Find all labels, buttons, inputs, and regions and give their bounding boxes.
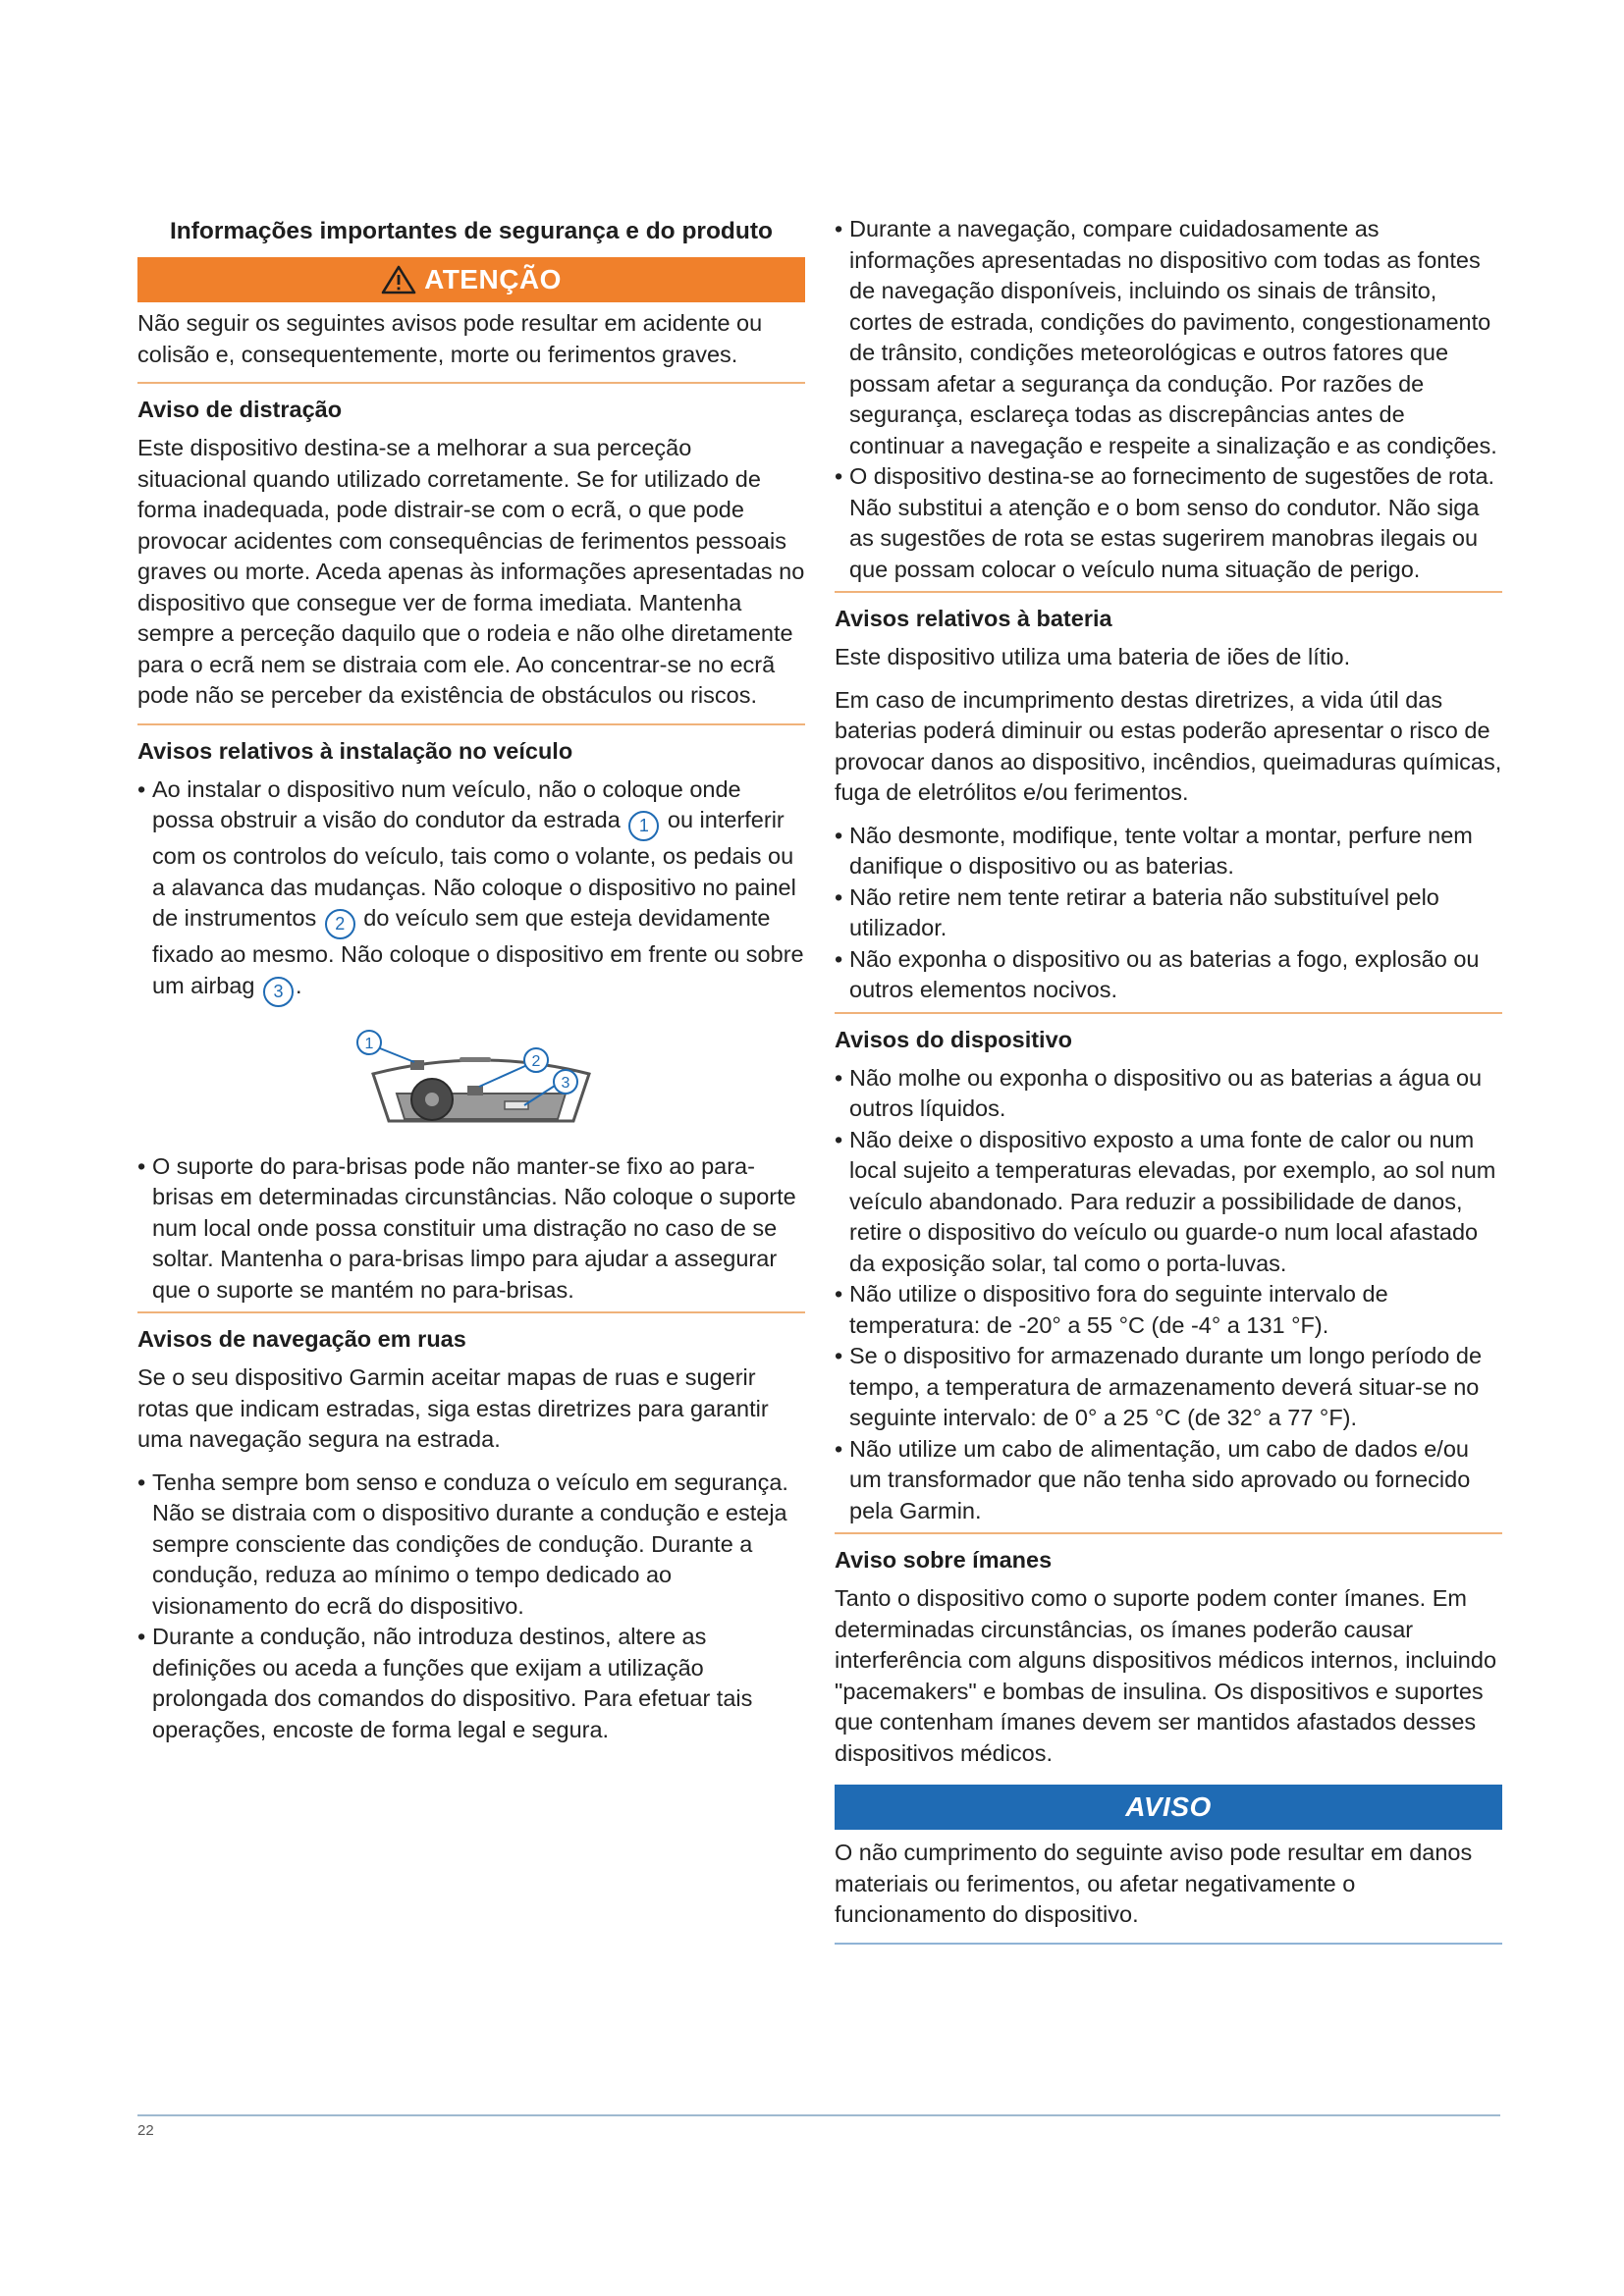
distraction-heading: Aviso de distração (137, 397, 343, 422)
road-nav-heading: Avisos de navegação em ruas (137, 1326, 466, 1352)
installation-item-text: ou interferir com os controlos do veículo, tais como o volante, os pedais ou a alavanca das mudanças. Não coloque o dispositivo no painel de instrumentos (152, 807, 796, 931)
notice-banner (835, 1785, 1502, 1830)
left-column (137, 214, 805, 1751)
warning-banner-label: ATENÇÃO (424, 264, 562, 294)
installation-list-continued (137, 1151, 805, 1307)
installation-item-text: do veículo sem que esteja devidamente fixado ao mesmo. Não coloque o dispositivo em frente ou sobre um airbag (152, 905, 804, 998)
warning-banner (137, 257, 805, 302)
installation-item-text: . (296, 972, 302, 998)
page-number: 22 (137, 2122, 154, 2139)
installation-item: • O suporte do para-brisas pode não manter-se fixo ao para-brisas em determinadas circunstâncias. Não coloque o suporte num local onde possa constituir uma distração no caso de se soltar. Mantenha o para-brisas limpo para ajudar a assegurar que o suporte se mantém no para-brisas. (137, 1151, 805, 1307)
illustration-callout-1-label: 1 (364, 1035, 374, 1052)
device-item: • Não utilize o dispositivo fora do seguinte intervalo de temperatura: de -20° a 55 °C (de -4° a 131 °F). (835, 1279, 1502, 1341)
battery-list (835, 821, 1502, 1006)
battery-item: • Não retire nem tente retirar a bateria não substituível pelo utilizador. (835, 882, 1502, 944)
device-heading: Avisos do dispositivo (835, 1026, 1072, 1052)
illustration-callout-2 (524, 1048, 548, 1072)
device-item: • Não molhe ou exponha o dispositivo ou as baterias a água ou outros líquidos. (835, 1063, 1502, 1125)
warning-triangle-icon (381, 265, 416, 294)
magnets-heading: Aviso sobre ímanes (835, 1547, 1053, 1573)
distraction-body: Este dispositivo destina-se a melhorar a sua perceção situacional quando utilizado corretamente. Se for utilizado de forma inadequada, pode distrair-se com o ecrã, o que pode provocar acidentes com consequências de ferimentos pessoais graves ou morte. Aceda apenas às informações apresentadas no dispositivo que consegue ver de forma imediata. Mantenha sempre a perceção daquilo que o rodeia e não olhe diretamente para o ecrã nem se distraia com ele. Ao concentrar-se no ecrã pode não se perceber da existência de obstáculos ou riscos. (137, 435, 805, 708)
battery-heading: Avisos relativos à bateria (835, 606, 1112, 631)
callout-3: 3 (263, 977, 294, 1007)
device-item: • Não deixe o dispositivo exposto a uma fonte de calor ou num local sujeito a temperaturas elevadas, por exemplo, ao sol num veículo abandonado. Para reduzir a possibilidade de danos, retire o dispositivo do veículo ou guarde-o num local afastado da exposição solar, tal como o porta-luvas. (835, 1125, 1502, 1280)
warning-intro: Não seguir os seguintes avisos pode resultar em acidente ou colisão e, consequentemente, morte ou ferimentos graves. (137, 310, 763, 367)
battery-item: • Não exponha o dispositivo ou as baterias a fogo, explosão ou outros elementos nocivos. (835, 944, 1502, 1006)
battery-item: • Não desmonte, modifique, tente voltar a montar, perfure nem danifique o dispositivo ou as baterias. (835, 821, 1502, 882)
road-nav-list-continued (835, 214, 1502, 585)
illustration-callout-1 (357, 1031, 381, 1054)
installation-item-text: Ao instalar o dispositivo num veículo, não o coloque onde possa obstruir a visão do condutor da estrada (152, 775, 741, 832)
section-divider (137, 1311, 805, 1313)
device-list (835, 1063, 1502, 1527)
section-divider (835, 1012, 1502, 1014)
page-title: Informações importantes de segurança e do produto (170, 218, 773, 244)
section-divider (137, 382, 805, 384)
dashboard-illustration (353, 1025, 609, 1133)
device-item: • Se o dispositivo for armazenado durante um longo período de tempo, a temperatura de armazenamento deverá situar-se no seguinte intervalo: de 0° a 25 °C (de 32° a 77 °F). (835, 1341, 1502, 1434)
battery-p2: Em caso de incumprimento destas diretrizes, a vida útil das baterias poderá diminuir ou estas poderão apresentar o risco de provocar danos ao dispositivo, incêndios, queimaduras químicas, fuga de eletrólitos e/ou ferimentos. (835, 686, 1502, 805)
illustration-callout-3-label: 3 (561, 1074, 570, 1092)
notice-banner-label: AVISO (1125, 1791, 1212, 1822)
callout-1: 1 (628, 811, 659, 841)
section-divider (835, 1532, 1502, 1534)
section-divider (137, 723, 805, 725)
battery-p1: Este dispositivo utiliza uma bateria de iões de lítio. (835, 644, 1351, 669)
road-nav-list (137, 1468, 805, 1746)
road-nav-item: • O dispositivo destina-se ao fornecimento de sugestões de rota. Não substitui a atenção e o bom senso do condutor. Não siga as sugestões de rota se estas sugerirem manobras ilegais ou que possam colocar o veículo numa situação de perigo. (835, 461, 1502, 585)
illustration-callout-2-label: 2 (531, 1052, 541, 1070)
footer-divider (137, 2114, 1500, 2116)
magnets-body: Tanto o dispositivo como o suporte podem conter ímanes. Em determinadas circunstâncias, os ímanes poderão causar interferência com alguns dispositivos médicos internos, incluindo "pacemakers" e bombas de insulina. Os dispositivos e suportes que contenham ímanes devem ser mantidos afastados desses dispositivos médicos. (835, 1585, 1497, 1766)
installation-item (137, 774, 805, 1007)
road-nav-item: • Durante a navegação, compare cuidadosamente as informações apresentadas no dispositivo com todas as fontes de navegação disponíveis, incluindo os sinais de trânsito, cortes de estrada, condições do pavimento, congestionamento de trânsito, condições meteorológicas e outros fatores que possam afetar a segurança da condução. Por razões de segurança, esclareça todas as discrepâncias antes de continuar a navegação e respeite a sinalização e as condições. (835, 214, 1502, 461)
installation-heading: Avisos relativos à instalação no veículo (137, 737, 573, 764)
road-nav-item: • Tenha sempre bom senso e conduza o veículo em segurança. Não se distraia com o dispositivo durante a condução e esteja sempre consciente das condições de condução. Durante a condução, reduza ao mínimo o tempo dedicado ao visionamento do ecrã do dispositivo. (137, 1468, 805, 1623)
device-item: • Não utilize um cabo de alimentação, um cabo de dados e/ou um transformador que não tenha sido aprovado ou fornecido pela Garmin. (835, 1434, 1502, 1527)
callout-2: 2 (325, 909, 355, 939)
section-divider (835, 591, 1502, 593)
road-nav-item: • Durante a condução, não introduza destinos, altere as definições ou aceda a funções que exijam a utilização prolongada dos comandos do dispositivo. Para efetuar tais operações, encoste de forma legal e segura. (137, 1622, 805, 1745)
installation-list (137, 774, 805, 1007)
notice-body: O não cumprimento do seguinte aviso pode resultar em danos materiais ou ferimentos, ou afetar negativamente o funcionamento do dispositivo. (835, 1840, 1473, 1927)
road-nav-intro: Se o seu dispositivo Garmin aceitar mapas de ruas e sugerir rotas que indicam estradas, siga estas diretrizes para garantir uma navegação segura na estrada. (137, 1364, 769, 1452)
right-column (835, 214, 1502, 1950)
section-divider (835, 1943, 1502, 1945)
illustration-callout-3 (554, 1070, 577, 1094)
